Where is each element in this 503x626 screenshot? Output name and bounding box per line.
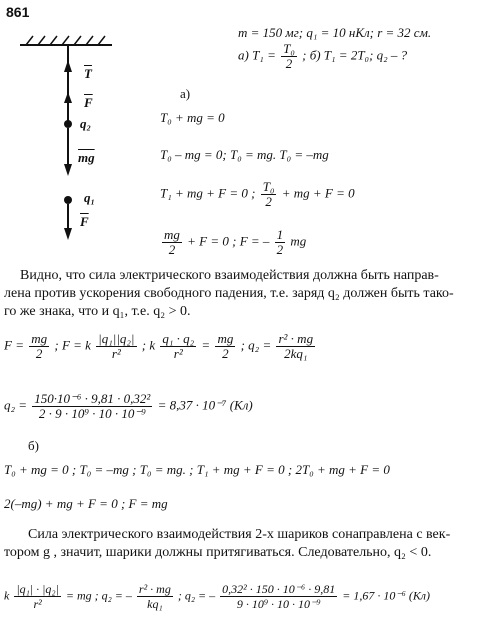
part-a-label: а) — [180, 86, 191, 101]
label-F-bottom: $\overline{F}$ — [80, 214, 89, 229]
label-q1: q₁ — [84, 190, 96, 205]
formula-1: F = $\frac{mg}{2}$ ; F = k $\frac{\text{|q₁||q₂|}}{\text{r²}}$ ; k $\frac{\text{q₁ · q₂}}{\text{r²}}$ = $\frac{mg}{2}$ ; q₂ = $\frac{\text{r² · mg}}{\text{2kq₁}}$ — [4, 331, 314, 361]
eq-a4: $\frac{mg}{2}$ + F = 0 ; F = – $\frac{1}{2}$ mg — [164, 227, 307, 257]
label-q2: q₂ — [80, 116, 92, 131]
paragraph-1-line-1: Видно, что сила электрического взаимодействия должна быть направ- — [20, 268, 439, 283]
eq-a3: T₁ + mg + F = 0 ; $\frac{\text{T₀}}{2}$ + mg + F = 0 — [160, 179, 355, 209]
eq-b2: 2(–mg) + mg + F = 0 ; F = mg — [4, 496, 168, 511]
paragraph-1-line-3: го же знака, что и q₁, т.е. q₂ > 0. — [4, 304, 191, 319]
label-mg: $\overline{mg}$ — [78, 150, 95, 165]
label-T: $\overline{T}$ — [84, 66, 92, 81]
paragraph-2-line-2: тором g , значит, шарики должны притягиваться. Следовательно, q₂ < 0. — [4, 545, 432, 560]
paragraph-2-line-1: Сила электрического взаимодействия 2-х шариков сонаправлена с век- — [28, 527, 451, 542]
part-b-label: б) — [28, 438, 39, 453]
given-line: m = 150 мг; q₁ = 10 нКл; r = 32 см. — [238, 25, 432, 40]
label-F-top: $\overline{F}$ — [84, 95, 93, 110]
formula-2: k $\frac{\text{|q₁| · |q₂|}}{\text{r²}}$ = mg ; q₂ = – $\frac{\text{r² · mg}}{\text{kq₁}}$ ; q₂ = – $\frac{\text{0,32² · 150 · 10⁻⁶ · 9,81}}{\text{9 · 10⁹ · 10 · 10⁻⁹}}$ = 1,67 · 10⁻⁶ (Кл) — [4, 582, 431, 611]
paragraph-1-line-2: лена против ускорения свободного падения, т.е. заряд q₂ должен быть тако- — [4, 286, 454, 301]
eq-a1: T₀ + mg = 0 — [160, 110, 225, 125]
eq-a2: T₀ – mg = 0; T₀ = mg. T₀ = –mg — [160, 147, 329, 162]
problem-number: 861 — [6, 4, 30, 20]
eq-b1: T₀ + mg = 0 ; T₀ = –mg ; T₀ = mg. ; T₁ + mg + F = 0 ; 2T₀ + mg + F = 0 — [4, 462, 390, 477]
result-a: q₂ = $\frac{\text{150·10⁻⁶ · 9,81 · 0,32²}}{\text{2 · 9 · 10⁹ · 10 · 10⁻⁹}}$ = 8,37 · 10⁻⁷ (Кл) — [4, 391, 253, 421]
find-line: а) T₁ = $\frac{\text{T₀}}{2}$ ; б) T₁ = 2T₀; q₂ – ? — [238, 41, 408, 71]
